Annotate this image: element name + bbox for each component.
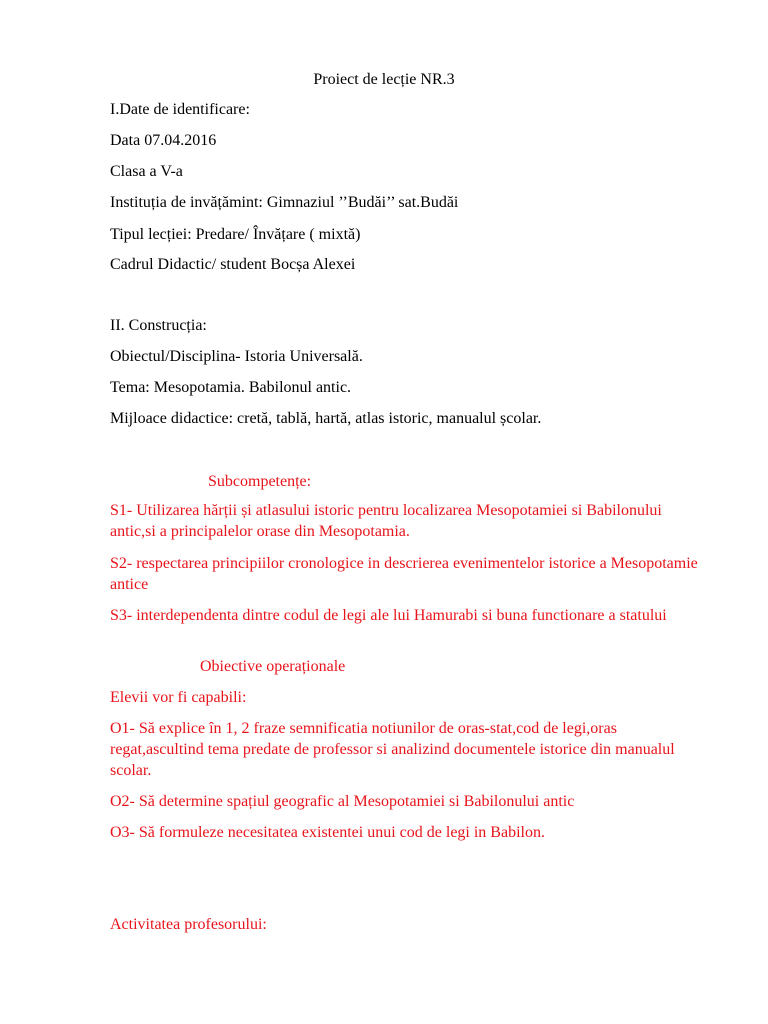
teacher-line: Cadrul Didactic/ student Bocșa Alexei	[110, 256, 356, 273]
activity-heading: Activitatea profesorului:	[110, 916, 267, 933]
institution-line: Instituția de invățămint: Gimnaziul ’’Budăi’’ sat.Budăi	[110, 194, 459, 211]
theme-line: Tema: Mesopotamia. Babilonul antic.	[110, 379, 352, 396]
subcompetence-s3: S3- interdependenta dintre codul de legi ale lui Hamurabi si buna functionare a statului	[110, 607, 667, 624]
materials-line: Mijloace didactice: cretă, tablă, hartă, atlas istoric, manualul școlar.	[110, 410, 542, 427]
subject-line: Obiectul/Disciplina- Istoria Universală.	[110, 348, 363, 365]
document-title: Proiect de lecție NR.3	[313, 71, 455, 88]
lesson-type-line: Tipul lecției: Predare/ Învățare ( mixtă)	[110, 226, 361, 243]
subcompetence-s2: S2- respectarea principiilor cronologice in descrierea evenimentelor istorice a Mesopotamie antice	[110, 555, 698, 593]
objective-o2: O2- Să determine spațiul geografic al Mesopotamiei si Babilonului antic	[110, 793, 575, 810]
class-line: Clasa a V-a	[110, 163, 183, 180]
objectives-heading: Obiective operaționale	[200, 658, 346, 675]
objective-o3: O3- Să formuleze necesitatea existentei unui cod de legi in Babilon.	[110, 824, 545, 841]
subcompetences-heading: Subcompetențe:	[208, 473, 312, 490]
section-1-heading: I.Date de identificare:	[110, 101, 250, 118]
objective-o1: O1- Să explice în 1, 2 fraze semnificatia notiunilor de oras-stat,cod de legi,oras regat,ascultind tema predate de professor si analizind documentele istorice din manualul scolar.	[110, 720, 675, 779]
subcompetence-s1: S1- Utilizarea hărții și atlasului istoric pentru localizarea Mesopotamiei si Babilonului antic,si a principalelor orase din Mesopotamia.	[110, 502, 662, 540]
section-2-heading: II. Construcția:	[110, 317, 207, 334]
objectives-intro: Elevii vor fi capabili:	[110, 689, 247, 706]
date-line: Data 07.04.2016	[110, 132, 217, 149]
